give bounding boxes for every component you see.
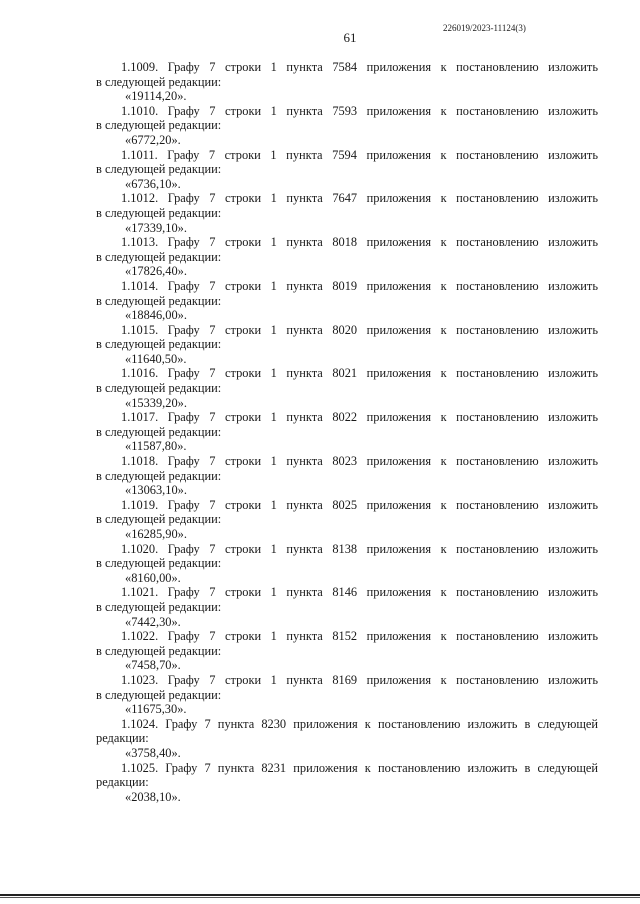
- list-item: [96, 454, 598, 498]
- item-continuation: в следующей редакции:: [96, 468, 222, 483]
- bottom-scan-edge: [0, 894, 640, 896]
- item-value: «16285,90».: [125, 527, 187, 541]
- list-item: [96, 673, 598, 717]
- list-item: [96, 717, 598, 761]
- item-continuation: в следующей редакции:: [96, 643, 222, 658]
- item-text: 1.1017. Графу 7 строки 1 пункта 8022 приложения к постановлению изложить: [121, 410, 598, 425]
- list-item: [96, 235, 598, 279]
- item-value: «7458,70».: [125, 658, 181, 673]
- item-continuation: редакции:: [96, 731, 149, 746]
- item-continuation: в следующей редакции:: [96, 249, 222, 264]
- item-value: «17826,40».: [125, 264, 187, 279]
- item-value: «13063,10».: [125, 483, 187, 498]
- item-text: 1.1022. Графу 7 строки 1 пункта 8152 приложения к постановлению изложить: [121, 629, 598, 644]
- item-value: «7442,30».: [125, 614, 181, 629]
- list-item: [96, 629, 598, 673]
- item-text: 1.1018. Графу 7 строки 1 пункта 8023 приложения к постановлению изложить: [121, 454, 598, 469]
- list-item: [96, 410, 598, 454]
- list-item: [96, 761, 598, 805]
- item-continuation: в следующей редакции:: [96, 205, 222, 220]
- list-item: [96, 585, 598, 629]
- list-item: [96, 148, 598, 192]
- item-text: 1.1024. Графу 7 пункта 8230 приложения к постановлению изложить в следующей: [121, 716, 598, 731]
- list-item: [96, 366, 598, 410]
- item-value: «2038,10».: [125, 789, 181, 804]
- list-item: [96, 60, 598, 104]
- item-continuation: в следующей редакции:: [96, 337, 222, 352]
- item-text: 1.1019. Графу 7 строки 1 пункта 8025 приложения к постановлению изложить: [121, 497, 598, 512]
- list-item: [96, 104, 598, 148]
- item-text: 1.1011. Графу 7 строки 1 пункта 7594 приложения к постановлению изложить: [121, 147, 598, 162]
- item-text: 1.1014. Графу 7 строки 1 пункта 8019 приложения к постановлению изложить: [121, 278, 598, 293]
- list-item: [96, 498, 598, 542]
- item-value: «6736,10».: [125, 176, 181, 191]
- item-continuation: в следующей редакции:: [96, 424, 222, 439]
- list-item: [96, 279, 598, 323]
- item-value: «8160,00».: [125, 570, 181, 585]
- item-value: «3758,40».: [125, 745, 181, 760]
- item-text: 1.1010. Графу 7 строки 1 пункта 7593 приложения к постановлению изложить: [121, 103, 598, 118]
- item-text: 1.1009. Графу 7 строки 1 пункта 7584 приложения к постановлению изложить: [121, 60, 598, 74]
- document-number: 226019/2023-11124(3): [443, 23, 526, 33]
- item-continuation: в следующей редакции:: [96, 118, 222, 133]
- list-item: [96, 323, 598, 367]
- page-number: 61: [343, 30, 357, 45]
- item-text: 1.1012. Графу 7 строки 1 пункта 7647 приложения к постановлению изложить: [121, 191, 598, 206]
- item-continuation: в следующей редакции:: [96, 512, 222, 527]
- bottom-scan-edge-shadow: [0, 897, 640, 898]
- item-text: 1.1021. Графу 7 строки 1 пункта 8146 приложения к постановлению изложить: [121, 585, 598, 600]
- item-value: «11640,50».: [125, 351, 187, 366]
- item-text: 1.1015. Графу 7 строки 1 пункта 8020 приложения к постановлению изложить: [121, 322, 598, 337]
- item-continuation: в следующей редакции:: [96, 162, 222, 177]
- item-continuation: в следующей редакции:: [96, 556, 222, 571]
- item-continuation: в следующей редакции:: [96, 74, 222, 89]
- item-value: «18846,00».: [125, 308, 187, 323]
- item-text: 1.1025. Графу 7 пункта 8231 приложения к постановлению изложить в следующей: [121, 760, 598, 775]
- document-body: [96, 60, 598, 804]
- item-value: «6772,20».: [125, 132, 181, 147]
- item-text: 1.1023. Графу 7 строки 1 пункта 8169 приложения к постановлению изложить: [121, 672, 598, 687]
- item-value: «19114,20».: [125, 89, 187, 104]
- item-continuation: редакции:: [96, 775, 149, 790]
- list-item: [96, 542, 598, 586]
- item-value: «15339,20».: [125, 395, 187, 410]
- item-value: «17339,10».: [125, 220, 187, 235]
- list-item: [96, 191, 598, 235]
- item-text: 1.1013. Графу 7 строки 1 пункта 8018 приложения к постановлению изложить: [121, 235, 598, 250]
- item-continuation: в следующей редакции:: [96, 293, 222, 308]
- item-text: 1.1016. Графу 7 строки 1 пункта 8021 приложения к постановлению изложить: [121, 366, 598, 381]
- item-continuation: в следующей редакции:: [96, 599, 222, 614]
- item-value: «11587,80».: [125, 439, 187, 454]
- item-value: «11675,30».: [125, 702, 187, 717]
- item-continuation: в следующей редакции:: [96, 381, 222, 396]
- item-text: 1.1020. Графу 7 строки 1 пункта 8138 приложения к постановлению изложить: [121, 541, 598, 556]
- item-continuation: в следующей редакции:: [96, 687, 222, 702]
